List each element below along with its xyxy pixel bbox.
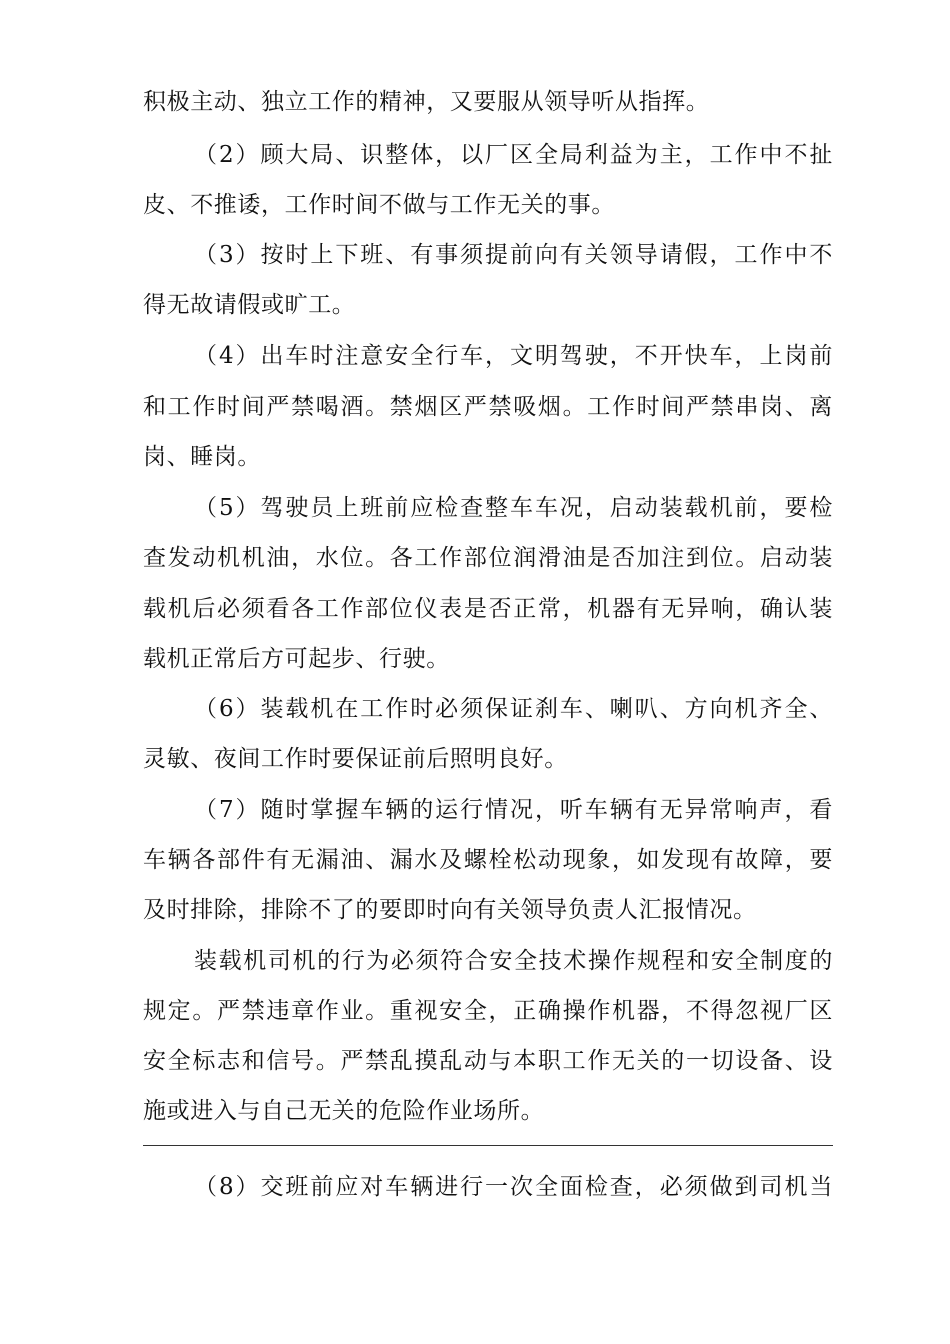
text-line: 和工作时间严禁喝酒。禁烟区严禁吸烟。工作时间严禁串岗、离 [143, 394, 833, 420]
text-line: 岗、睡岗。 [143, 444, 261, 470]
text-line: （3）按时上下班、有事须提前向有关领导请假，工作中不 [194, 242, 833, 268]
text-line: 皮、不推诿，工作时间不做与工作无关的事。 [143, 192, 615, 218]
text-line: 载机正常后方可起步、行驶。 [143, 646, 450, 672]
text-line: 施或进入与自己无关的危险作业场所。 [143, 1098, 545, 1124]
text-line: 装载机司机的行为必须符合安全技术操作规程和安全制度的 [194, 948, 833, 974]
text-line: 灵敏、夜间工作时要保证前后照明良好。 [143, 746, 568, 772]
text-line: 车辆各部件有无漏油、漏水及螺栓松动现象，如发现有故障，要 [143, 847, 833, 873]
horizontal-divider [143, 1145, 833, 1146]
text-line: 得无故请假或旷工。 [143, 292, 356, 318]
text-line: （4）出车时注意安全行车，文明驾驶，不开快车，上岗前 [194, 343, 833, 369]
text-line: 安全标志和信号。严禁乱摸乱动与本职工作无关的一切设备、设 [143, 1048, 833, 1074]
text-line: 查发动机机油，水位。各工作部位润滑油是否加注到位。启动装 [143, 545, 833, 571]
text-line: （6）装载机在工作时必须保证刹车、喇叭、方向机齐全、 [194, 696, 833, 722]
text-line: （2）顾大局、识整体，以厂区全局利益为主，工作中不扯 [194, 142, 833, 168]
text-line: 载机后必须看各工作部位仪表是否正常，机器有无异响，确认装 [143, 596, 833, 622]
text-line: 规定。严禁违章作业。重视安全，正确操作机器，不得忽视厂区 [143, 998, 833, 1024]
text-line: 积极主动、独立工作的精神，又要服从领导听从指挥。 [143, 89, 710, 115]
text-line: （5）驾驶员上班前应检查整车车况，启动装载机前，要检 [194, 495, 833, 521]
text-line: （8）交班前应对车辆进行一次全面检查，必须做到司机当 [194, 1174, 833, 1200]
text-line: （7）随时掌握车辆的运行情况，听车辆有无异常响声，看 [194, 797, 833, 823]
text-line: 及时排除，排除不了的要即时向有关领导负责人汇报情况。 [143, 897, 757, 923]
